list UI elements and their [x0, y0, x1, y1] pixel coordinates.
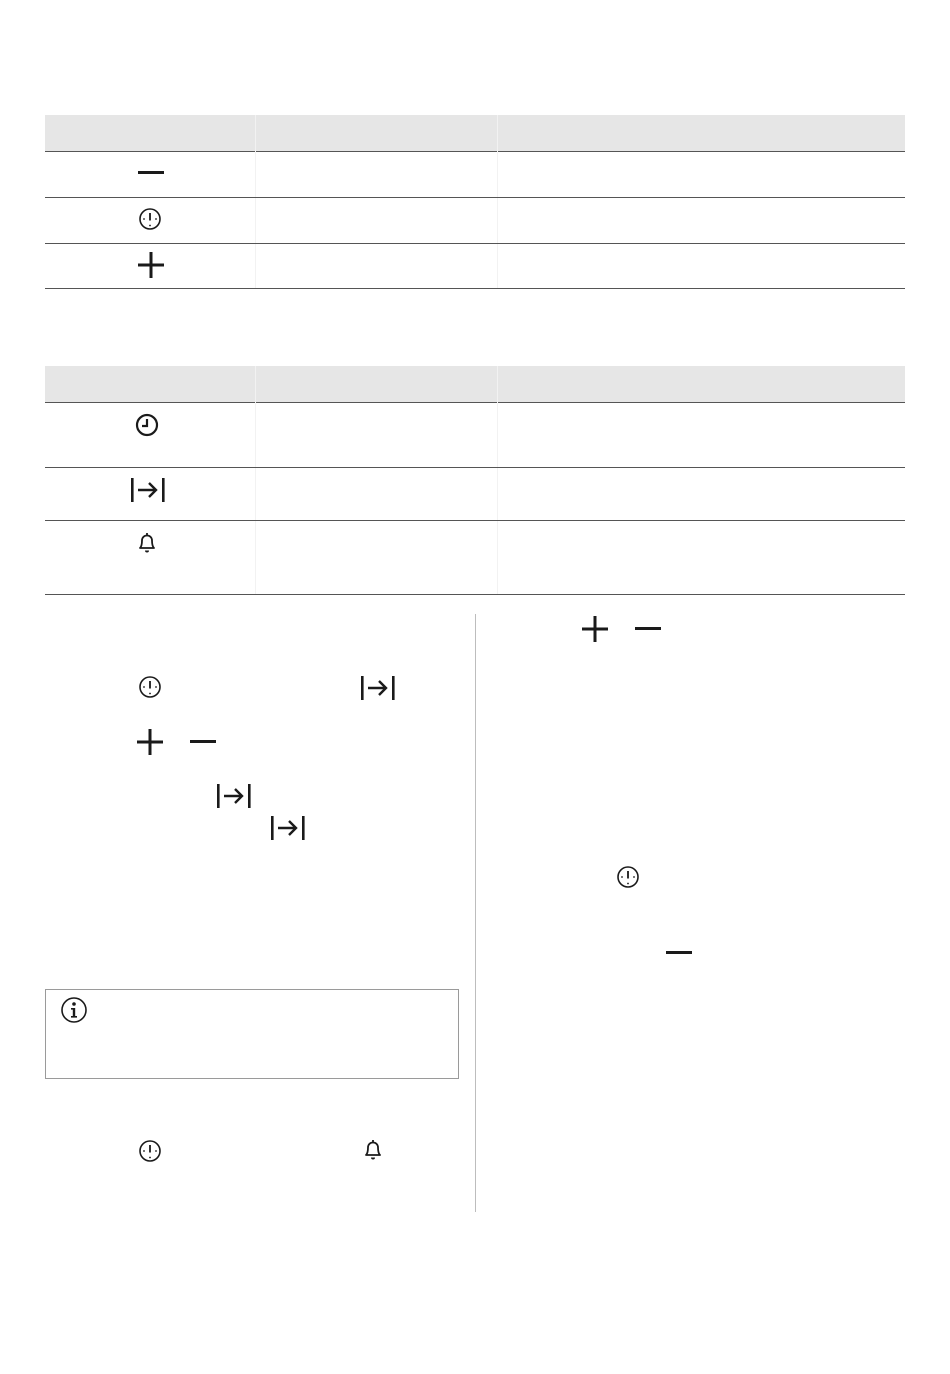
info-note-box: [45, 989, 459, 1079]
duration-icon: [271, 816, 305, 840]
time-of-day-icon: [135, 413, 159, 437]
table-1-column-divider: [255, 115, 256, 288]
clock-icon: [616, 865, 640, 889]
table-2-row-divider: [45, 467, 905, 468]
plus-icon: [137, 729, 163, 755]
plus-icon: [138, 252, 164, 278]
table-2-row-divider: [45, 520, 905, 521]
bell-icon: [135, 531, 159, 555]
table-2-header: [45, 366, 905, 403]
duration-icon: [131, 478, 165, 502]
column-divider: [475, 614, 476, 1212]
info-icon: [60, 996, 88, 1024]
clock-icon: [138, 675, 162, 699]
table-1-column-divider: [497, 115, 498, 288]
minus-icon: [666, 951, 692, 955]
minus-icon: [138, 171, 164, 175]
minus-icon: [635, 627, 661, 631]
table-2-column-divider: [255, 366, 256, 594]
clock-icon: [138, 207, 162, 231]
duration-icon: [217, 784, 251, 808]
clock-icon: [138, 1139, 162, 1163]
minus-icon: [190, 740, 216, 744]
table-1-bottom-rule: [45, 288, 905, 289]
table-2-column-divider: [497, 366, 498, 594]
plus-icon: [582, 616, 608, 642]
table-1-row-divider: [45, 243, 905, 244]
bell-icon: [361, 1138, 385, 1162]
table-1-row-divider: [45, 197, 905, 198]
table-2-bottom-rule: [45, 594, 905, 595]
table-1-header: [45, 115, 905, 152]
duration-icon: [361, 676, 395, 700]
